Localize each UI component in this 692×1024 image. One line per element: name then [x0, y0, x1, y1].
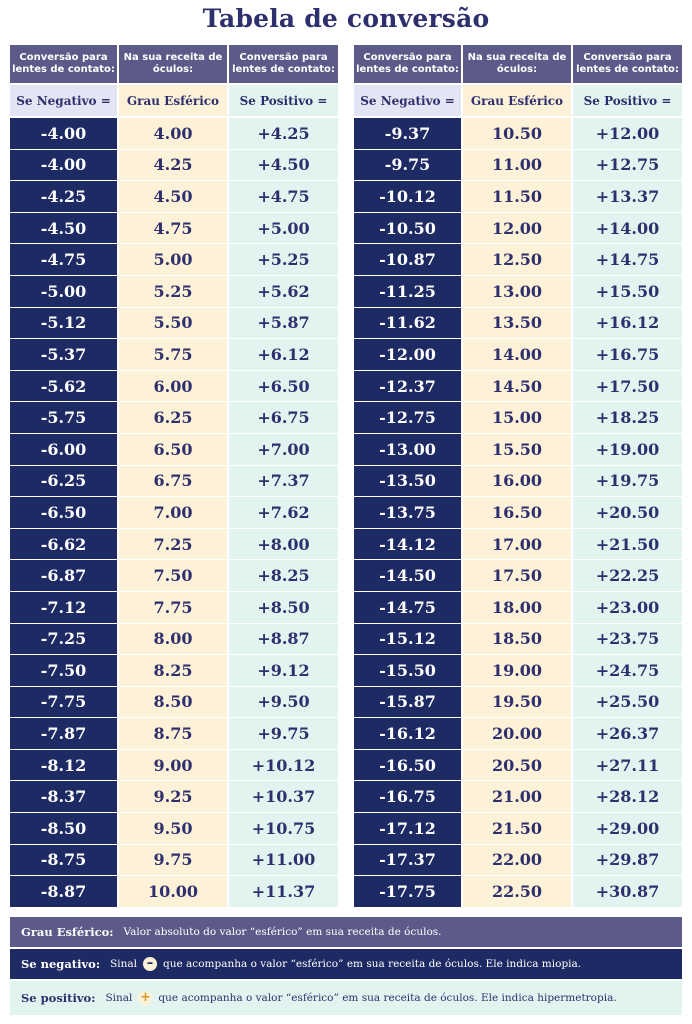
negative-value-cell: -10.50: [354, 213, 461, 245]
table-row: [10, 781, 338, 813]
table-row: [354, 434, 682, 466]
conversion-table-right: [354, 45, 682, 908]
negative-value-cell: -7.75: [10, 687, 117, 719]
positive-value-cell: +9.12: [229, 655, 338, 687]
spherical-value-cell: 4.00: [119, 118, 227, 150]
spherical-value-cell: 7.00: [119, 497, 227, 529]
spherical-value-cell: 21.50: [463, 813, 571, 845]
spherical-value-cell: 22.00: [463, 845, 571, 877]
subheader-positive: Se Positivo =: [229, 85, 338, 116]
spherical-value-cell: 16.50: [463, 497, 571, 529]
positive-value-cell: +12.00: [573, 118, 682, 150]
table-row: [10, 560, 338, 592]
negative-value-cell: -17.37: [354, 845, 461, 877]
table-row: [10, 655, 338, 687]
subheader-spherical: Grau Esférico: [119, 85, 227, 116]
positive-value-cell: +5.00: [229, 213, 338, 245]
spherical-value-cell: 5.25: [119, 276, 227, 308]
spherical-value-cell: 9.00: [119, 750, 227, 782]
negative-value-cell: -16.50: [354, 750, 461, 782]
spherical-value-cell: 4.50: [119, 181, 227, 213]
spherical-value-cell: 6.00: [119, 371, 227, 403]
spherical-value-cell: 22.50: [463, 876, 571, 908]
spherical-value-cell: 10.50: [463, 118, 571, 150]
legend-negative-label: Se negativo:: [21, 957, 101, 971]
positive-value-cell: +29.00: [573, 813, 682, 845]
legend-positive-label: Se positivo:: [21, 991, 96, 1005]
table-row: [10, 276, 338, 308]
positive-value-cell: +19.75: [573, 466, 682, 498]
negative-value-cell: -14.75: [354, 592, 461, 624]
negative-value-cell: -6.00: [10, 434, 117, 466]
spherical-value-cell: 6.75: [119, 466, 227, 498]
negative-value-cell: -11.62: [354, 308, 461, 340]
positive-value-cell: +6.75: [229, 402, 338, 434]
positive-value-cell: +10.75: [229, 813, 338, 845]
negative-value-cell: -12.75: [354, 402, 461, 434]
table-row: [354, 118, 682, 150]
table-row: [354, 718, 682, 750]
negative-value-cell: -7.25: [10, 624, 117, 656]
negative-value-cell: -4.00: [10, 150, 117, 182]
spherical-value-cell: 17.00: [463, 529, 571, 561]
negative-value-cell: -8.12: [10, 750, 117, 782]
legend-spherical-text: Valor absoluto do valor “esférico” em sua receita de óculos.: [123, 926, 442, 938]
table-row: [354, 845, 682, 877]
negative-value-cell: -6.62: [10, 529, 117, 561]
positive-value-cell: +9.75: [229, 718, 338, 750]
table-row: [354, 308, 682, 340]
positive-value-cell: +30.87: [573, 876, 682, 908]
positive-value-cell: +24.75: [573, 655, 682, 687]
table-row: [10, 434, 338, 466]
positive-value-cell: +8.87: [229, 624, 338, 656]
table-row: [354, 529, 682, 561]
negative-value-cell: -11.25: [354, 276, 461, 308]
spherical-value-cell: 19.50: [463, 687, 571, 719]
table-header-row: [354, 45, 682, 83]
legend-spherical-label: Grau Esférico:: [21, 925, 114, 939]
negative-value-cell: -16.12: [354, 718, 461, 750]
table-row: [354, 150, 682, 182]
spherical-value-cell: 5.00: [119, 244, 227, 276]
positive-value-cell: +16.12: [573, 308, 682, 340]
legend-positive-before: Sinal: [105, 992, 133, 1004]
plus-sign-icon: +: [139, 990, 151, 1005]
positive-value-cell: +26.37: [573, 718, 682, 750]
legend-spherical: [10, 917, 682, 947]
positive-value-cell: +17.50: [573, 371, 682, 403]
spherical-value-cell: 9.50: [119, 813, 227, 845]
header-positive-conversion: Conversão para lentes de contato:: [573, 45, 682, 83]
negative-value-cell: -5.75: [10, 402, 117, 434]
negative-value-cell: -12.37: [354, 371, 461, 403]
positive-value-cell: +15.50: [573, 276, 682, 308]
negative-value-cell: -7.87: [10, 718, 117, 750]
table-row: [10, 150, 338, 182]
negative-value-cell: -16.75: [354, 781, 461, 813]
table-row: [354, 624, 682, 656]
table-row: [354, 497, 682, 529]
subheader-negative: Se Negativo =: [354, 85, 461, 116]
positive-value-cell: +20.50: [573, 497, 682, 529]
spherical-value-cell: 9.25: [119, 781, 227, 813]
positive-value-cell: +22.25: [573, 560, 682, 592]
positive-value-cell: +5.62: [229, 276, 338, 308]
table-row: [354, 466, 682, 498]
positive-value-cell: +12.75: [573, 150, 682, 182]
spherical-value-cell: 5.75: [119, 339, 227, 371]
positive-value-cell: +25.50: [573, 687, 682, 719]
legend-negative: [10, 949, 682, 979]
spherical-value-cell: 14.50: [463, 371, 571, 403]
spherical-value-cell: 12.00: [463, 213, 571, 245]
positive-value-cell: +18.25: [573, 402, 682, 434]
negative-value-cell: -8.37: [10, 781, 117, 813]
negative-value-cell: -5.37: [10, 339, 117, 371]
negative-value-cell: -5.62: [10, 371, 117, 403]
spherical-value-cell: 20.50: [463, 750, 571, 782]
negative-value-cell: -17.12: [354, 813, 461, 845]
negative-value-cell: -14.50: [354, 560, 461, 592]
table-row: [10, 466, 338, 498]
table-row: [10, 529, 338, 561]
negative-value-cell: -4.75: [10, 244, 117, 276]
spherical-value-cell: 4.25: [119, 150, 227, 182]
negative-value-cell: -4.00: [10, 118, 117, 150]
spherical-value-cell: 9.75: [119, 845, 227, 877]
table-row: [10, 845, 338, 877]
spherical-value-cell: 10.00: [119, 876, 227, 908]
positive-value-cell: +8.00: [229, 529, 338, 561]
table-row: [10, 876, 338, 908]
positive-value-cell: +23.00: [573, 592, 682, 624]
header-prescription: Na sua receita de óculos:: [463, 45, 571, 83]
spherical-value-cell: 8.50: [119, 687, 227, 719]
positive-value-cell: +8.25: [229, 560, 338, 592]
positive-value-cell: +8.50: [229, 592, 338, 624]
table-row: [354, 181, 682, 213]
positive-value-cell: +29.87: [573, 845, 682, 877]
negative-value-cell: -15.12: [354, 624, 461, 656]
negative-value-cell: -12.00: [354, 339, 461, 371]
legend-positive: [10, 981, 682, 1015]
table-row: [354, 687, 682, 719]
subheader-negative: Se Negativo =: [10, 85, 117, 116]
table-row: [354, 371, 682, 403]
negative-value-cell: -10.87: [354, 244, 461, 276]
legend-negative-before: Sinal: [110, 958, 138, 970]
spherical-value-cell: 21.00: [463, 781, 571, 813]
table-row: [10, 181, 338, 213]
spherical-value-cell: 13.00: [463, 276, 571, 308]
spherical-value-cell: 15.00: [463, 402, 571, 434]
negative-value-cell: -7.12: [10, 592, 117, 624]
positive-value-cell: +4.50: [229, 150, 338, 182]
negative-value-cell: -8.87: [10, 876, 117, 908]
table-row: [354, 213, 682, 245]
positive-value-cell: +13.37: [573, 181, 682, 213]
table-row: [354, 339, 682, 371]
negative-value-cell: -10.12: [354, 181, 461, 213]
negative-value-cell: -13.00: [354, 434, 461, 466]
negative-value-cell: -6.50: [10, 497, 117, 529]
negative-value-cell: -7.50: [10, 655, 117, 687]
table-row: [10, 371, 338, 403]
table-row: [10, 402, 338, 434]
positive-value-cell: +5.25: [229, 244, 338, 276]
positive-value-cell: +21.50: [573, 529, 682, 561]
positive-value-cell: +16.75: [573, 339, 682, 371]
negative-value-cell: -9.75: [354, 150, 461, 182]
subheader-positive: Se Positivo =: [573, 85, 682, 116]
subheader-spherical: Grau Esférico: [463, 85, 571, 116]
spherical-value-cell: 8.25: [119, 655, 227, 687]
negative-value-cell: -8.75: [10, 845, 117, 877]
page-title: Tabela de conversão: [202, 4, 490, 33]
table-row: [354, 876, 682, 908]
table-row: [10, 687, 338, 719]
header-positive-conversion: Conversão para lentes de contato:: [229, 45, 338, 83]
positive-value-cell: +11.00: [229, 845, 338, 877]
table-row: [10, 497, 338, 529]
table-row: [10, 308, 338, 340]
table-subheader-row: [10, 85, 338, 116]
table-row: [354, 276, 682, 308]
spherical-value-cell: 20.00: [463, 718, 571, 750]
positive-value-cell: +14.00: [573, 213, 682, 245]
spherical-value-cell: 15.50: [463, 434, 571, 466]
header-negative-conversion: Conversão para lentes de contato:: [354, 45, 461, 83]
spherical-value-cell: 4.75: [119, 213, 227, 245]
spherical-value-cell: 12.50: [463, 244, 571, 276]
table-row: [10, 813, 338, 845]
table-body: [354, 118, 682, 908]
negative-value-cell: -4.50: [10, 213, 117, 245]
table-row: [10, 244, 338, 276]
table-row: [10, 750, 338, 782]
legend: [10, 917, 682, 1015]
negative-value-cell: -6.25: [10, 466, 117, 498]
table-row: [354, 592, 682, 624]
negative-value-cell: -13.50: [354, 466, 461, 498]
table-row: [10, 624, 338, 656]
negative-value-cell: -15.87: [354, 687, 461, 719]
positive-value-cell: +10.37: [229, 781, 338, 813]
legend-positive-text: que acompanha o valor “esférico” em sua receita de óculos. Ele indica hipermetropia.: [158, 992, 617, 1004]
spherical-value-cell: 11.00: [463, 150, 571, 182]
negative-value-cell: -17.75: [354, 876, 461, 908]
positive-value-cell: +6.12: [229, 339, 338, 371]
positive-value-cell: +6.50: [229, 371, 338, 403]
table-header-row: [10, 45, 338, 83]
negative-value-cell: -6.87: [10, 560, 117, 592]
table-row: [354, 244, 682, 276]
table-row: [354, 560, 682, 592]
spherical-value-cell: 6.50: [119, 434, 227, 466]
positive-value-cell: +7.62: [229, 497, 338, 529]
positive-value-cell: +28.12: [573, 781, 682, 813]
table-row: [10, 592, 338, 624]
spherical-value-cell: 13.50: [463, 308, 571, 340]
table-row: [10, 118, 338, 150]
table-row: [354, 402, 682, 434]
table-row: [10, 339, 338, 371]
negative-value-cell: -8.50: [10, 813, 117, 845]
positive-value-cell: +4.75: [229, 181, 338, 213]
spherical-value-cell: 8.00: [119, 624, 227, 656]
spherical-value-cell: 7.25: [119, 529, 227, 561]
positive-value-cell: +9.50: [229, 687, 338, 719]
spherical-value-cell: 16.00: [463, 466, 571, 498]
positive-value-cell: +19.00: [573, 434, 682, 466]
spherical-value-cell: 6.25: [119, 402, 227, 434]
negative-value-cell: -5.00: [10, 276, 117, 308]
table-row: [354, 655, 682, 687]
legend-negative-text: que acompanha o valor “esférico” em sua receita de óculos. Ele indica miopia.: [163, 958, 582, 970]
negative-value-cell: -13.75: [354, 497, 461, 529]
spherical-value-cell: 18.50: [463, 624, 571, 656]
positive-value-cell: +14.75: [573, 244, 682, 276]
positive-value-cell: +4.25: [229, 118, 338, 150]
conversion-table-left: [10, 45, 338, 908]
spherical-value-cell: 19.00: [463, 655, 571, 687]
minus-sign-icon: –: [143, 957, 157, 971]
positive-value-cell: +23.75: [573, 624, 682, 656]
positive-value-cell: +5.87: [229, 308, 338, 340]
spherical-value-cell: 18.00: [463, 592, 571, 624]
spherical-value-cell: 8.75: [119, 718, 227, 750]
table-subheader-row: [354, 85, 682, 116]
negative-value-cell: -4.25: [10, 181, 117, 213]
table-body: [10, 118, 338, 908]
table-row: [354, 750, 682, 782]
header-prescription: Na sua receita de óculos:: [119, 45, 227, 83]
spherical-value-cell: 7.75: [119, 592, 227, 624]
negative-value-cell: -14.12: [354, 529, 461, 561]
spherical-value-cell: 7.50: [119, 560, 227, 592]
negative-value-cell: -15.50: [354, 655, 461, 687]
table-row: [354, 781, 682, 813]
negative-value-cell: -9.37: [354, 118, 461, 150]
positive-value-cell: +10.12: [229, 750, 338, 782]
positive-value-cell: +11.37: [229, 876, 338, 908]
spherical-value-cell: 14.00: [463, 339, 571, 371]
positive-value-cell: +7.00: [229, 434, 338, 466]
positive-value-cell: +27.11: [573, 750, 682, 782]
table-row: [354, 813, 682, 845]
positive-value-cell: +7.37: [229, 466, 338, 498]
table-row: [10, 718, 338, 750]
negative-value-cell: -5.12: [10, 308, 117, 340]
spherical-value-cell: 17.50: [463, 560, 571, 592]
spherical-value-cell: 11.50: [463, 181, 571, 213]
table-row: [10, 213, 338, 245]
header-negative-conversion: Conversão para lentes de contato:: [10, 45, 117, 83]
spherical-value-cell: 5.50: [119, 308, 227, 340]
